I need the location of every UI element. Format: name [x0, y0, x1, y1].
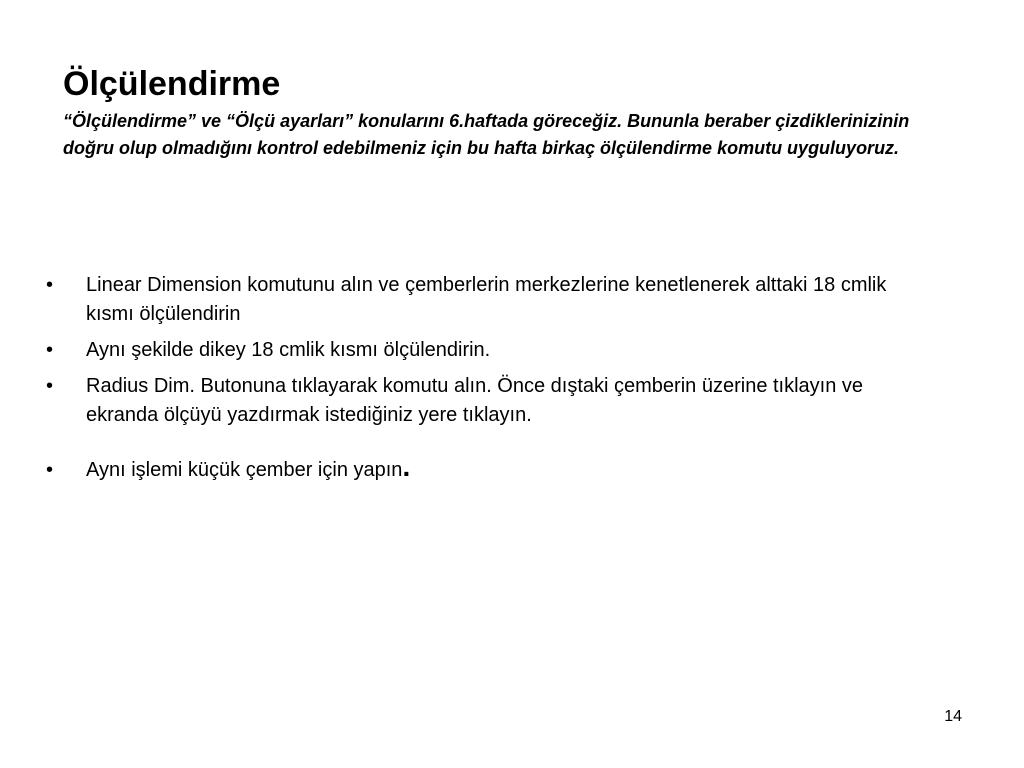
bullet-icon: •: [46, 339, 54, 361]
slide-title: Ölçülendirme: [63, 65, 281, 103]
page-number: 14: [944, 708, 962, 725]
bullet-text: Linear Dimension komutunu alın ve çemberlerin merkezlerine kenetlenerek alttaki 18 cmlik kısmı ölçülendirin: [86, 274, 887, 325]
bullet-period: .: [402, 451, 411, 482]
bullet-icon: •: [46, 459, 54, 481]
bullet-item: [42, 271, 902, 329]
bullet-list: [42, 271, 902, 492]
slide-subtitle: “Ölçülendirme” ve “Ölçü ayarları” konularını 6.haftada göreceğiz. Bununla beraber çizdiklerinizinin doğru olup olmadığını kontrol edebilmeniz için bu hafta birkaç ölçülendirme komutu uyguluyoruz.: [63, 111, 910, 158]
bullet-text: Aynı işlemi küçük çember için yapın: [86, 459, 403, 481]
bullet-item: [42, 336, 902, 365]
bullet-item: [42, 451, 902, 485]
bullet-text: Radius Dim. Butonuna tıklayarak komutu alın. Önce dıştaki çemberin üzerine tıklayın ve ekranda ölçüyü yazdırmak istediğiniz yere tıklayın.: [86, 375, 864, 426]
bullet-icon: •: [46, 375, 54, 397]
bullet-icon: •: [46, 274, 54, 296]
bullet-item: [42, 372, 902, 430]
title-block: [63, 64, 963, 162]
bullet-text: Aynı şekilde dikey 18 cmlik kısmı ölçülendirin.: [86, 339, 491, 361]
